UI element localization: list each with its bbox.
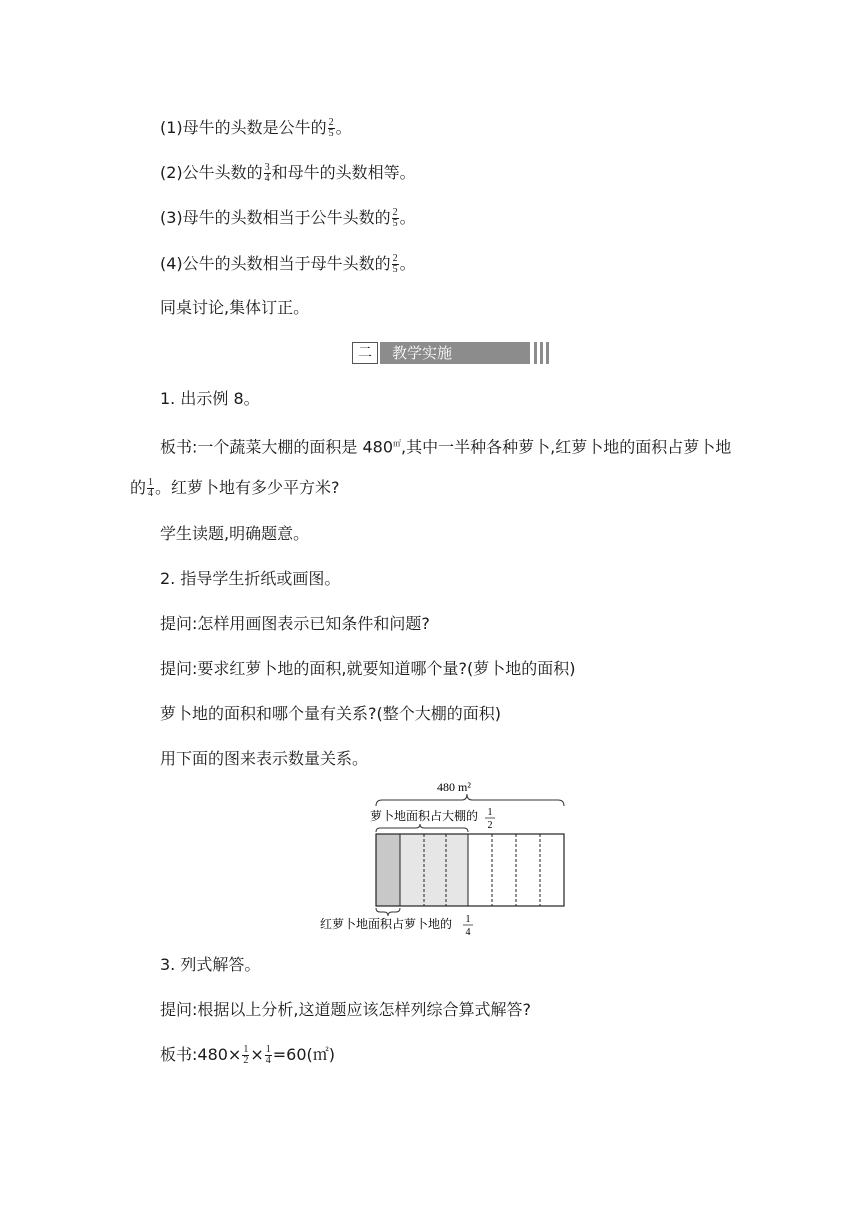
fraction bbox=[264, 163, 271, 184]
line-text: (1)母牛的头数是公牛的 bbox=[160, 118, 327, 137]
answer-text: =60(㎡) bbox=[272, 1045, 336, 1064]
step-1: 1. 出示例 8。 bbox=[160, 389, 260, 408]
unit: ㎡ bbox=[393, 439, 402, 448]
denominator: 5 bbox=[392, 264, 398, 275]
quarter-label: 红萝卜地面积占萝卜地的 bbox=[320, 917, 453, 931]
fraction bbox=[392, 254, 399, 275]
quarter-brace bbox=[376, 908, 400, 916]
stripe-decoration bbox=[540, 342, 543, 364]
half-frac-den: 2 bbox=[487, 820, 493, 831]
question-5: 提问:根据以上分析,这道题应该怎样列综合算式解答? bbox=[160, 1000, 531, 1019]
board-text: ,其中一半种各种萝卜,红萝卜地的面积占萝卜地 bbox=[401, 437, 732, 457]
board-text: 。红萝卜地有多少平方米? bbox=[155, 478, 340, 497]
fraction bbox=[392, 208, 399, 229]
line-text: (4)公牛的头数相当于母牛头数的 bbox=[160, 254, 391, 273]
denominator: 4 bbox=[264, 173, 270, 184]
line-text: 和母牛的头数相等。 bbox=[271, 163, 416, 182]
line-text: (3)母牛的头数相当于公牛头数的 bbox=[160, 208, 391, 227]
condition-line-1 bbox=[160, 116, 352, 140]
quarter-frac-den: 4 bbox=[465, 927, 471, 938]
board-text: 板书:一个蔬菜大棚的面积是 480 bbox=[160, 437, 394, 457]
quarter-frac-num: 1 bbox=[465, 914, 471, 925]
denominator: 4 bbox=[265, 1055, 271, 1066]
line-text: (2)公牛头数的 bbox=[160, 163, 263, 182]
board-text-line-2 bbox=[130, 476, 340, 500]
area-diagram bbox=[312, 778, 572, 940]
radish-area bbox=[400, 834, 468, 906]
answer-line bbox=[160, 1043, 335, 1067]
total-brace bbox=[376, 794, 564, 806]
fraction bbox=[265, 1045, 272, 1066]
question-2: 提问:要求红萝卜地的面积,就要知道哪个量?(萝卜地的面积) bbox=[160, 659, 576, 678]
fraction bbox=[328, 118, 335, 139]
answer-text: 板书:480× bbox=[160, 1045, 242, 1064]
step-2: 2. 指导学生折纸或画图。 bbox=[160, 569, 341, 588]
fraction bbox=[242, 1045, 249, 1066]
numerator: 2 bbox=[392, 253, 398, 264]
section-number: 二 bbox=[352, 342, 378, 364]
section-title: 教学实施 bbox=[380, 342, 530, 364]
denominator: 5 bbox=[328, 128, 334, 139]
board-text-line-1 bbox=[160, 432, 731, 459]
step-3: 3. 列式解答。 bbox=[160, 955, 261, 974]
denominator: 5 bbox=[392, 218, 398, 229]
line-text: 。 bbox=[399, 254, 416, 273]
line-text: 。 bbox=[399, 208, 416, 227]
question-1: 提问:怎样用画图表示已知条件和问题? bbox=[160, 614, 430, 633]
red-radish-area bbox=[376, 834, 400, 906]
numerator: 1 bbox=[265, 1044, 271, 1055]
line-text: 。 bbox=[335, 118, 352, 137]
total-label: 480 m² bbox=[437, 780, 471, 794]
stripe-decoration bbox=[546, 342, 549, 364]
numerator: 2 bbox=[392, 207, 398, 218]
read-line: 学生读题,明确题意。 bbox=[160, 524, 310, 543]
half-brace bbox=[376, 824, 468, 832]
stripe-decoration bbox=[534, 342, 537, 364]
discussion-line: 同桌讨论,集体订正。 bbox=[160, 298, 310, 317]
denominator: 2 bbox=[243, 1055, 249, 1066]
fraction bbox=[147, 478, 154, 499]
numerator: 1 bbox=[148, 477, 154, 488]
condition-line-2 bbox=[160, 161, 416, 185]
half-frac-num: 1 bbox=[487, 807, 493, 818]
half-label: 萝卜地面积占大棚的 bbox=[370, 809, 479, 823]
condition-line-4 bbox=[160, 252, 416, 276]
question-4: 用下面的图来表示数量关系。 bbox=[160, 749, 369, 768]
condition-line-3 bbox=[160, 206, 416, 230]
section-header bbox=[352, 342, 548, 364]
numerator: 3 bbox=[264, 162, 270, 173]
numerator: 1 bbox=[243, 1044, 249, 1055]
numerator: 2 bbox=[328, 117, 334, 128]
board-text: 的 bbox=[130, 478, 147, 497]
answer-text: × bbox=[250, 1045, 264, 1064]
denominator: 4 bbox=[148, 488, 154, 499]
question-3: 萝卜地的面积和哪个量有关系?(整个大棚的面积) bbox=[160, 704, 501, 723]
